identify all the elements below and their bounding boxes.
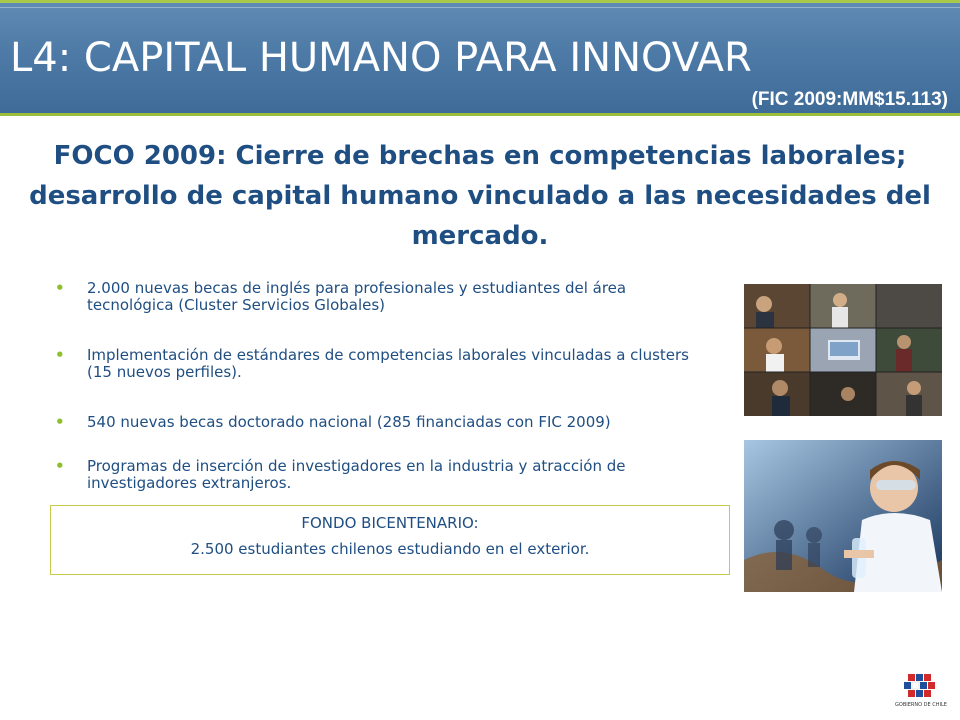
bullet-item [55, 458, 715, 492]
logo-mark-icon [886, 670, 956, 702]
slide-title: L4: CAPITAL HUMANO PARA INNOVAR [10, 35, 752, 81]
fund-box [50, 505, 730, 575]
bullet-text: 2.000 nuevas becas de inglés para profesionales y estudiantes del área tecnológica (Cluster Servicios Globales) [87, 279, 627, 314]
government-logo [886, 670, 956, 716]
bullet-icon: • [55, 279, 65, 297]
lab-researcher-photo [744, 440, 942, 592]
header-bar [0, 0, 960, 116]
logo-text: GOBIERNO DE CHILE [895, 702, 947, 708]
fund-title: FONDO BICENTENARIO: [301, 514, 479, 532]
bullet-text: Implementación de estándares de competencias laborales vinculadas a clusters (15 nuevos perfiles). [87, 346, 689, 381]
focus-heading: FOCO 2009: Cierre de brechas en competencias laborales; desarrollo de capital humano vinculado a las necesidades del mercado. [29, 141, 931, 251]
bullet-icon: • [55, 346, 65, 364]
bullet-list [55, 280, 715, 492]
bullet-item [55, 414, 715, 431]
bullet-item [55, 347, 715, 381]
students-photo-collage [744, 284, 942, 416]
bullet-icon: • [55, 457, 65, 475]
bullet-text: 540 nuevas becas doctorado nacional (285 financiadas con FIC 2009) [87, 413, 611, 431]
bullet-item [55, 280, 715, 314]
fund-text: 2.500 estudiantes chilenos estudiando en el exterior. [190, 540, 590, 558]
bullet-icon: • [55, 413, 65, 431]
lab-image [744, 440, 942, 592]
budget-label: (FIC 2009:MM$15.113) [751, 89, 948, 110]
collage-image [744, 284, 942, 416]
header-divider [0, 7, 960, 8]
bullet-text: Programas de inserción de investigadores en la industria y atracción de investigadores extranjeros. [87, 457, 626, 492]
